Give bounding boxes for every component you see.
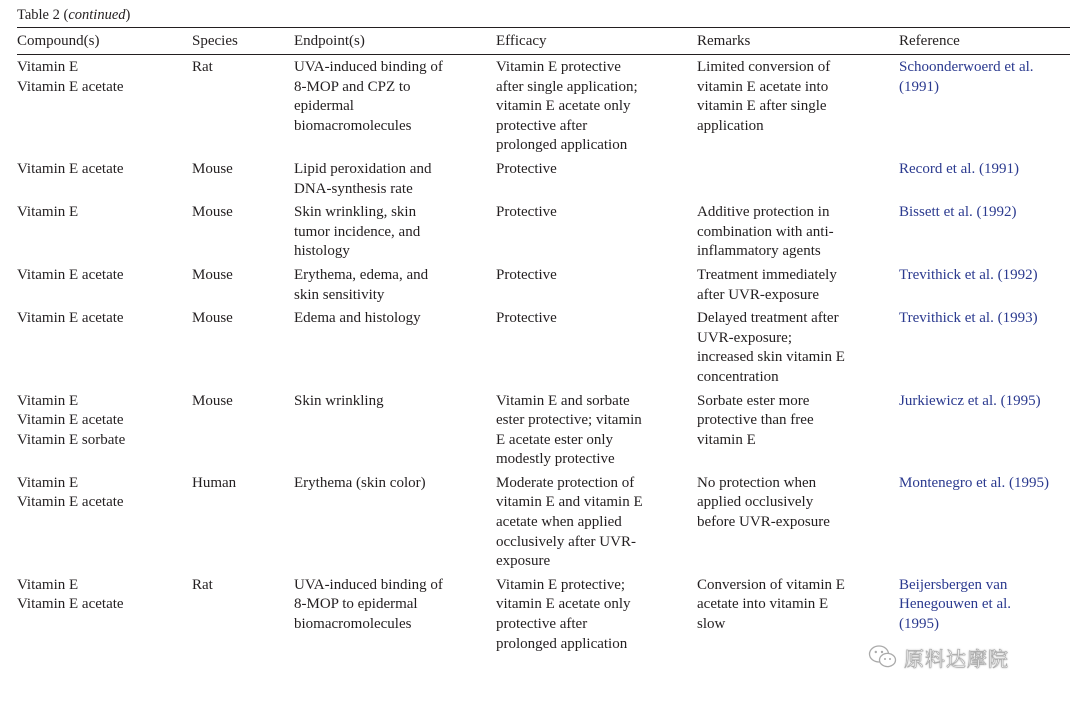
remarks-line: application bbox=[697, 117, 764, 134]
remarks-line: applied occlusively bbox=[697, 494, 814, 511]
compound-line: Vitamin E bbox=[17, 204, 79, 221]
table-body bbox=[17, 54, 1070, 654]
compound-line: Vitamin E acetate bbox=[17, 412, 124, 429]
efficacy-cell bbox=[496, 388, 697, 470]
efficacy-cell bbox=[496, 199, 697, 262]
endpoint-line: biomacromolecules bbox=[294, 117, 412, 134]
compound-cell bbox=[17, 572, 192, 654]
endpoint-line: Skin wrinkling, skin bbox=[294, 204, 417, 221]
reference-line: Trevithick et al. (1992) bbox=[899, 266, 1038, 283]
compound-line: Vitamin E acetate bbox=[17, 494, 124, 511]
efficacy-line: acetate when applied bbox=[496, 514, 622, 531]
endpoint-cell bbox=[294, 199, 496, 262]
reference-line: Schoonderwoerd et al. bbox=[899, 59, 1034, 75]
endpoint-line: epidermal bbox=[294, 98, 354, 115]
remarks-cell bbox=[697, 388, 899, 470]
compound-line: Vitamin E bbox=[17, 474, 79, 491]
compound-cell bbox=[17, 262, 192, 305]
table-row bbox=[17, 470, 1070, 572]
species-cell bbox=[192, 305, 294, 387]
compound-line: Vitamin E sorbate bbox=[17, 431, 126, 448]
compound-line: Vitamin E bbox=[17, 392, 79, 409]
compound-line: Vitamin E bbox=[17, 59, 79, 75]
endpoint-line: Erythema (skin color) bbox=[294, 474, 426, 491]
watermark-text: 原料达摩院 bbox=[904, 646, 1009, 671]
endpoint-line: Erythema, edema, and bbox=[294, 266, 429, 283]
compound-line: Vitamin E acetate bbox=[17, 266, 124, 283]
compound-cell bbox=[17, 54, 192, 156]
efficacy-line: vitamin E acetate only bbox=[496, 98, 631, 115]
reference-cell[interactable] bbox=[899, 54, 1070, 156]
efficacy-line: Protective bbox=[496, 160, 557, 177]
header-remarks: Remarks bbox=[697, 33, 751, 49]
remarks-cell bbox=[697, 262, 899, 305]
remarks-line: Treatment immediately bbox=[697, 266, 837, 283]
remarks-line: combination with anti- bbox=[697, 223, 834, 240]
watermark bbox=[868, 640, 1009, 674]
reference-line: Montenegro et al. (1995) bbox=[899, 474, 1049, 491]
reference-line: (1991) bbox=[899, 78, 939, 95]
efficacy-line: E acetate ester only bbox=[496, 431, 614, 448]
table-row bbox=[17, 262, 1070, 305]
remarks-line: Conversion of vitamin E bbox=[697, 576, 845, 593]
remarks-line: slow bbox=[697, 616, 726, 633]
species-cell bbox=[192, 572, 294, 654]
compound-cell bbox=[17, 388, 192, 470]
remarks-line: vitamin E bbox=[697, 431, 756, 448]
endpoint-cell bbox=[294, 305, 496, 387]
reference-cell[interactable] bbox=[899, 156, 1070, 199]
species-cell bbox=[192, 156, 294, 199]
remarks-line: before UVR-exposure bbox=[697, 514, 830, 531]
table-row bbox=[17, 199, 1070, 262]
endpoint-line: Edema and histology bbox=[294, 310, 421, 327]
efficacy-cell bbox=[496, 156, 697, 199]
remarks-line: protective than free bbox=[697, 412, 814, 429]
endpoint-line: Lipid peroxidation and bbox=[294, 160, 432, 177]
species-cell bbox=[192, 262, 294, 305]
header-endpoint: Endpoint(s) bbox=[294, 33, 365, 49]
remarks-line: concentration bbox=[697, 368, 779, 385]
endpoint-line: UVA-induced binding of bbox=[294, 576, 443, 593]
endpoint-line: skin sensitivity bbox=[294, 286, 385, 303]
endpoint-line: biomacromolecules bbox=[294, 616, 412, 633]
remarks-line: vitamin E after single bbox=[697, 98, 827, 115]
remarks-line: No protection when bbox=[697, 474, 817, 491]
table-row bbox=[17, 388, 1070, 470]
species-line: Human bbox=[192, 474, 237, 491]
species-line: Mouse bbox=[192, 204, 233, 221]
efficacy-line: vitamin E and vitamin E bbox=[496, 494, 643, 511]
efficacy-cell bbox=[496, 572, 697, 654]
species-line: Mouse bbox=[192, 160, 233, 177]
remarks-line: Delayed treatment after bbox=[697, 310, 839, 327]
remarks-line: after UVR-exposure bbox=[697, 286, 820, 303]
reference-cell[interactable] bbox=[899, 470, 1070, 572]
efficacy-line: ester protective; vitamin bbox=[496, 412, 642, 429]
header-species: Species bbox=[192, 33, 238, 49]
caption-close: ) bbox=[125, 7, 131, 23]
reference-cell[interactable] bbox=[899, 262, 1070, 305]
compound-line: Vitamin E acetate bbox=[17, 596, 124, 613]
reference-line: Henegouwen et al. bbox=[899, 596, 1012, 613]
table-row bbox=[17, 305, 1070, 387]
endpoint-line: tumor incidence, and bbox=[294, 223, 421, 240]
efficacy-line: protective after bbox=[496, 117, 588, 134]
efficacy-line: exposure bbox=[496, 553, 551, 570]
remarks-cell bbox=[697, 156, 899, 199]
efficacy-line: prolonged application bbox=[496, 635, 628, 652]
species-cell bbox=[192, 54, 294, 156]
remarks-line: Sorbate ester more bbox=[697, 392, 810, 409]
caption-continued: continued bbox=[68, 7, 126, 23]
header-row bbox=[17, 28, 1070, 54]
remarks-line: increased skin vitamin E bbox=[697, 349, 845, 366]
reference-line: Jurkiewicz et al. (1995) bbox=[899, 392, 1041, 409]
remarks-line: UVR-exposure; bbox=[697, 329, 792, 346]
header-compound: Compound(s) bbox=[17, 33, 100, 49]
efficacy-line: Vitamin E protective bbox=[496, 59, 621, 75]
table-row bbox=[17, 156, 1070, 199]
wechat-icon bbox=[868, 644, 898, 670]
efficacy-line: modestly protective bbox=[496, 451, 615, 468]
efficacy-line: protective after bbox=[496, 616, 588, 633]
compound-line: Vitamin E bbox=[17, 576, 79, 593]
endpoint-cell bbox=[294, 388, 496, 470]
efficacy-line: Moderate protection of bbox=[496, 474, 635, 491]
efficacy-line: Protective bbox=[496, 266, 557, 283]
table-caption bbox=[17, 6, 130, 24]
remarks-cell bbox=[697, 470, 899, 572]
endpoint-cell bbox=[294, 54, 496, 156]
efficacy-line: after single application; bbox=[496, 78, 638, 95]
compound-line: Vitamin E acetate bbox=[17, 78, 124, 95]
compound-cell bbox=[17, 156, 192, 199]
remarks-line: acetate into vitamin E bbox=[697, 596, 829, 613]
efficacy-cell bbox=[496, 54, 697, 156]
remarks-line: Limited conversion of bbox=[697, 59, 831, 75]
endpoint-cell bbox=[294, 262, 496, 305]
efficacy-line: Protective bbox=[496, 310, 557, 327]
efficacy-cell bbox=[496, 470, 697, 572]
efficacy-line: Vitamin E protective; bbox=[496, 576, 626, 593]
efficacy-line: vitamin E acetate only bbox=[496, 596, 631, 613]
endpoint-line: histology bbox=[294, 243, 350, 260]
compound-cell bbox=[17, 305, 192, 387]
efficacy-line: occlusively after UVR- bbox=[496, 533, 636, 550]
endpoint-cell bbox=[294, 156, 496, 199]
remarks-line: vitamin E acetate into bbox=[697, 78, 829, 95]
compound-cell bbox=[17, 470, 192, 572]
reference-cell[interactable] bbox=[899, 305, 1070, 387]
species-cell bbox=[192, 388, 294, 470]
endpoint-line: UVA-induced binding of bbox=[294, 59, 443, 75]
species-line: Mouse bbox=[192, 266, 233, 283]
compound-line: Vitamin E acetate bbox=[17, 160, 124, 177]
remarks-line: inflammatory agents bbox=[697, 243, 821, 260]
compound-cell bbox=[17, 199, 192, 262]
efficacy-line: prolonged application bbox=[496, 137, 628, 154]
endpoint-cell bbox=[294, 572, 496, 654]
species-cell bbox=[192, 470, 294, 572]
remarks-cell bbox=[697, 54, 899, 156]
endpoint-line: Skin wrinkling bbox=[294, 392, 384, 409]
endpoint-line: DNA-synthesis rate bbox=[294, 180, 413, 197]
efficacy-cell bbox=[496, 262, 697, 305]
reference-line: (1995) bbox=[899, 616, 939, 633]
species-line: Mouse bbox=[192, 392, 233, 409]
reference-line: Beijersbergen van bbox=[899, 576, 1008, 593]
table-row bbox=[17, 54, 1070, 156]
endpoint-line: 8-MOP to epidermal bbox=[294, 596, 418, 613]
species-line: Rat bbox=[192, 59, 213, 75]
remarks-cell bbox=[697, 199, 899, 262]
species-cell bbox=[192, 199, 294, 262]
efficacy-line: Protective bbox=[496, 204, 557, 221]
remarks-cell bbox=[697, 305, 899, 387]
caption-label: Table 2 ( bbox=[17, 7, 69, 23]
remarks-line: Additive protection in bbox=[697, 204, 830, 221]
compound-line: Vitamin E acetate bbox=[17, 310, 124, 327]
efficacy-cell bbox=[496, 305, 697, 387]
header-reference: Reference bbox=[899, 33, 960, 49]
endpoint-cell bbox=[294, 470, 496, 572]
reference-line: Record et al. (1991) bbox=[899, 160, 1019, 177]
species-line: Rat bbox=[192, 576, 213, 593]
endpoint-line: 8-MOP and CPZ to bbox=[294, 78, 411, 95]
reference-line: Trevithick et al. (1993) bbox=[899, 310, 1038, 327]
species-line: Mouse bbox=[192, 310, 233, 327]
reference-cell[interactable] bbox=[899, 388, 1070, 470]
efficacy-line: Vitamin E and sorbate bbox=[496, 392, 630, 409]
reference-line: Bissett et al. (1992) bbox=[899, 204, 1017, 221]
header-efficacy: Efficacy bbox=[496, 33, 547, 49]
data-table bbox=[17, 28, 1070, 654]
reference-cell[interactable] bbox=[899, 199, 1070, 262]
